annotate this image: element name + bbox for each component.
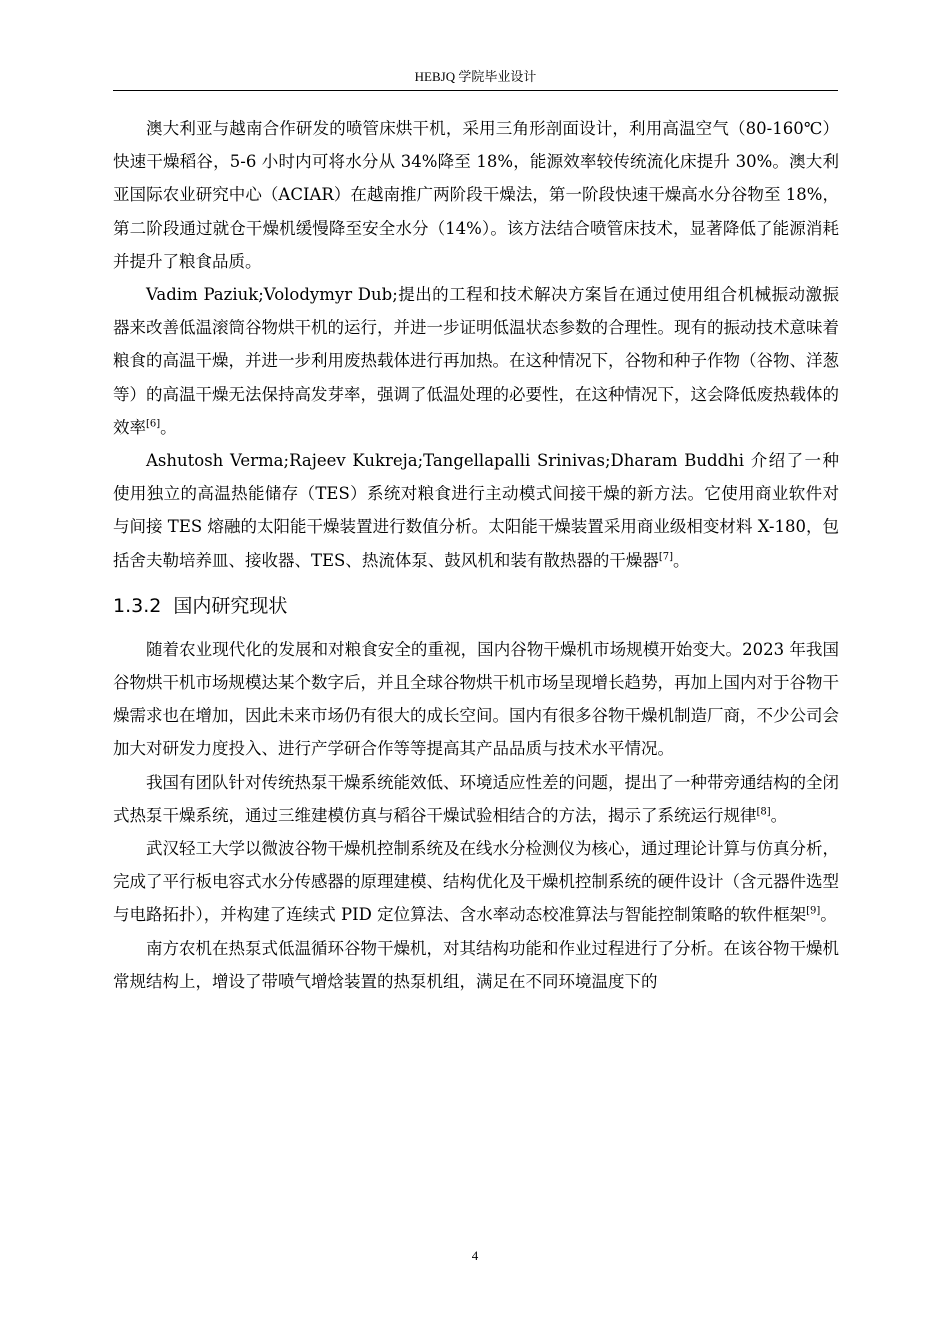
paragraph-4 [113, 633, 839, 766]
citation: [8] [756, 806, 771, 818]
paragraph-tail: 。 [770, 805, 788, 825]
paragraph-tail: 。 [160, 417, 177, 437]
paragraph-text: 随着农业现代化的发展和对粮食安全的重视，国内谷物干燥机市场规模开始变大。2023 年我国谷物烘干机市场规模达某个数字后，并且全球谷物烘干机市场呈现增长趋势，再加上国内对于谷物干燥需求也在增加，因此未来市场仍有很大的成长空间。国内有很多谷物干燥机制造厂商，不少公司会加大对研发力度投入、进行产学研合作等等提高其产品品质与技术水平情况。 [113, 639, 839, 759]
paragraph-text: 澳大利亚与越南合作研发的喷管床烘干机，采用三角形剖面设计，利用高温空气（80-160℃）快速干燥稻谷，5-6 小时内可将水分从 34%降至 18%，能源效率较传统流化床提升 30%。澳大利亚国际农业研究中心（ACIAR）在越南推广两阶段干燥法，第一阶段快速干燥高水分谷物至 18%，第二阶段通过就仓干燥机缓慢降至安全水分（14%）。该方法结合喷管床技术，显著降低了能源消耗并提升了粮食品质。 [113, 119, 839, 271]
paragraph-7 [113, 932, 839, 998]
paragraph-5 [113, 766, 839, 832]
page-header [113, 62, 838, 91]
paragraph-text: Vadim Paziuk;Volodymyr Dub;提出的工程和技术解决方案旨在通过使用组合机械振动激振器来改善低温滚筒谷物烘干机的运行，并进一步证明低温状态参数的合理性。现有的振动技术意味着粮食的高温干燥，并进一步利用废热载体进行再加热。在这种情况下，谷物和种子作物（谷物、洋葱等）的高温干燥无法保持高发芽率，强调了低温处理的必要性，在这种情况下，这会降低废热载体的效率 [113, 285, 839, 437]
paragraph-1 [113, 112, 839, 278]
paragraph-text: 武汉轻工大学以微波谷物干燥机控制系统及在线水分检测仪为核心，通过理论计算与仿真分析，完成了平行板电容式水分传感器的原理建模、结构优化及干燥机控制系统的硬件设计（含元器件选型与电路拓扑），并构建了连续式 PID 定位算法、含水率动态校准算法与智能控制策略的软件框架 [113, 839, 839, 925]
citation: [9] [806, 905, 821, 917]
section-title: 国内研究现状 [173, 594, 288, 617]
header-title: HEBJQ 学院毕业设计 [414, 69, 537, 84]
body-content [113, 112, 839, 998]
paragraph-2 [113, 278, 839, 444]
citation: [7] [658, 551, 674, 563]
section-number: 1.3.2 [113, 594, 162, 617]
section-heading [113, 591, 839, 621]
citation: [6] [146, 418, 161, 430]
paragraph-text: 我国有团队针对传统热泵干燥系统能效低、环境适应性差的问题，提出了一种带旁通结构的全闭式热泵干燥系统，通过三维建模仿真与稻谷干燥试验相结合的方法，揭示了系统运行规律 [113, 772, 839, 825]
paragraph-text: 南方农机在热泵式低温循环谷物干燥机，对其结构功能和作业过程进行了分析。在该谷物干燥机常规结构上，增设了带喷气增焓装置的热泵机组，满足在不同环境温度下的 [113, 938, 839, 991]
paragraph-tail: 。 [673, 550, 690, 570]
paragraph-3 [113, 444, 839, 577]
paragraph-6 [113, 832, 839, 932]
paragraph-tail: 。 [820, 905, 837, 925]
paragraph-text: Ashutosh Verma;Rajeev Kukreja;Tangellapalli Srinivas;Dharam Buddhi 介绍了一种使用独立的高温热能储存（TES）系统对粮食进行主动模式间接干燥的新方法。它使用商业软件对与间接 TES 熔融的太阳能干燥装置进行数值分析。太阳能干燥装置采用商业级相变材料 X-180，包括舍夫勒培养皿、接收器、TES、热流体泵、鼓风机和装有散热器的干燥器 [113, 451, 839, 570]
page-number: 4 [471, 1248, 479, 1263]
